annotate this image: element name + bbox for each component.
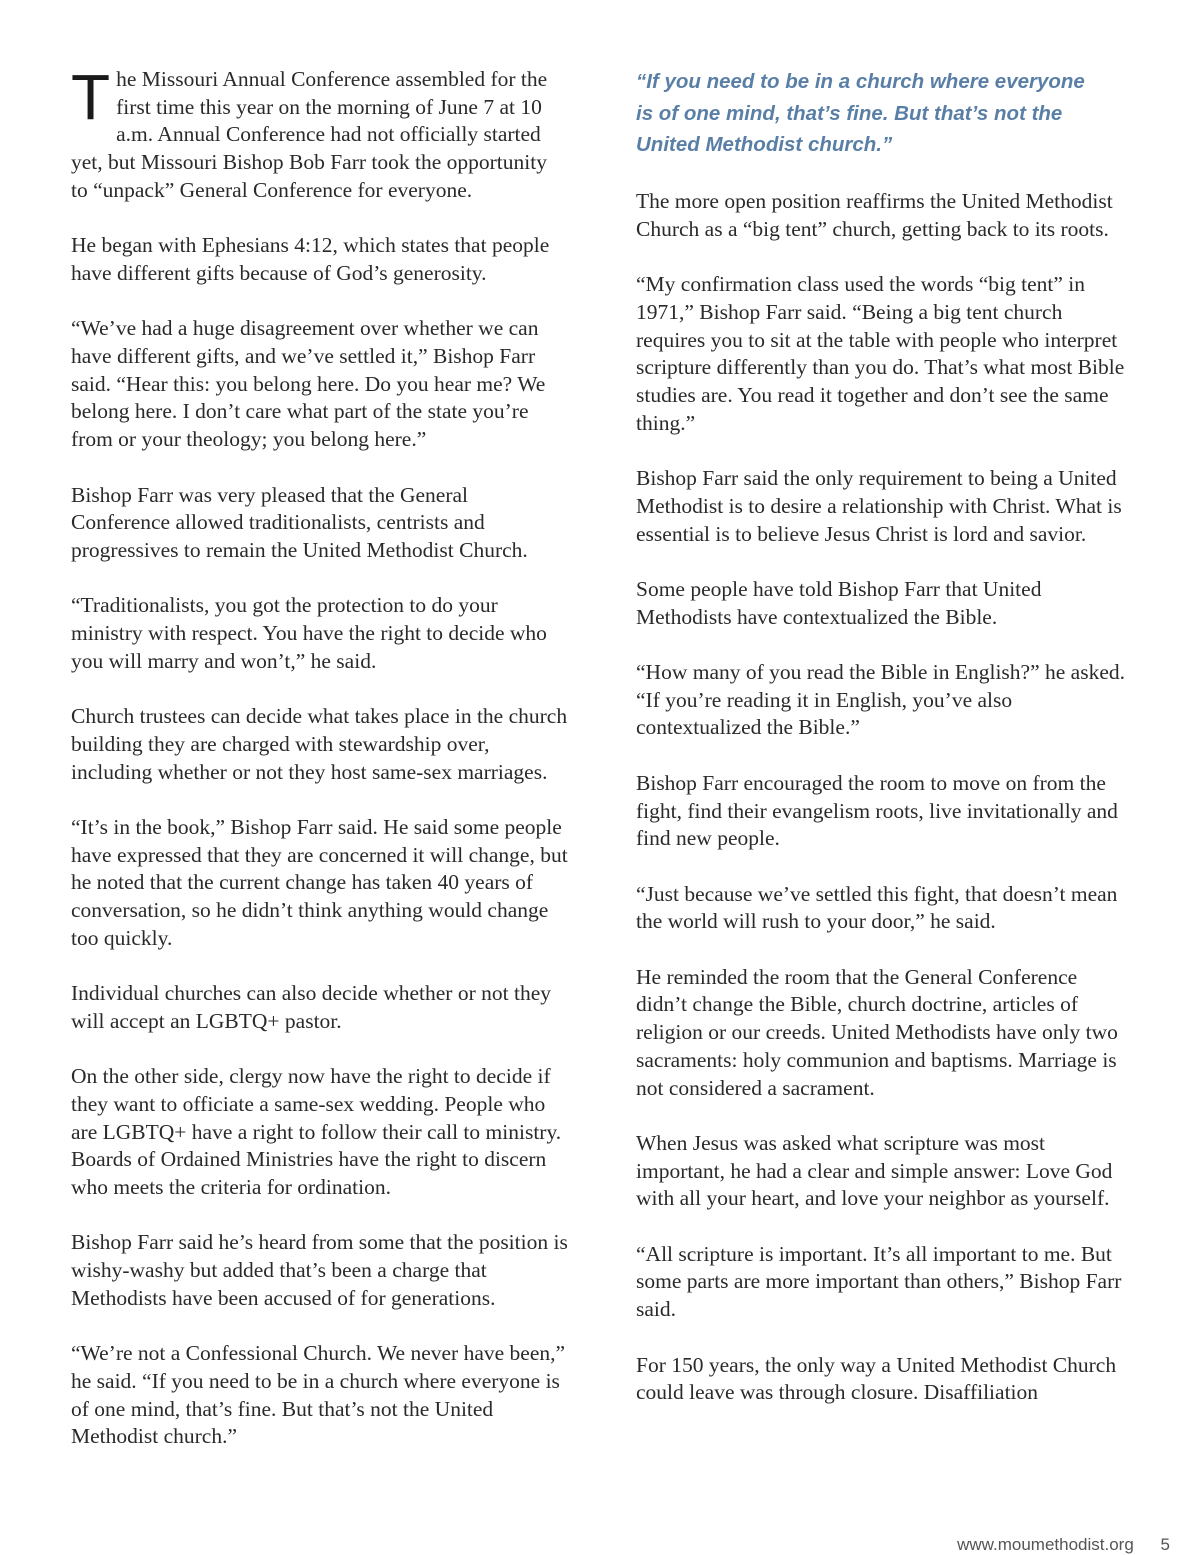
article-paragraph: Some people have told Bishop Farr that United Methodists have contextualized the Bible. [636,576,1042,629]
page-number: 5 [1160,1535,1170,1554]
article-paragraph: Bishop Farr encouraged the room to move on from the fight, find their evangelism roots, live invitationally and find new people. [636,770,1118,851]
article-paragraph: He reminded the room that the General Conference didn’t change the Bible, church doctrine, articles of religion or our creeds. United Methodists have only two sacraments: holy communion and baptisms. Marriage is not considered a sacrament. [636,964,1118,1100]
article-paragraph: “We’re not a Confessional Church. We never have been,” he said. “If you need to be in a church where everyone is of one mind, that’s fine. But that’s not the United Methodist church.” [71,1341,566,1449]
article-first-paragraph [71,61,569,205]
article-paragraph: “We’ve had a huge disagreement over whether we can have different gifts, and we’ve settled it,” Bishop Farr said. “Hear this: you belong here. Do you hear me? We belong here. I don’t care what part of the state you’re from or your theology; you belong here.” [71,316,546,452]
article-paragraph: For 150 years, the only way a United Methodist Church could leave was through closure. Disaffiliation [636,1352,1117,1405]
page-footer [957,1535,1170,1555]
article-paragraph: Bishop Farr said the only requirement to being a United Methodist is to desire a relationship with Christ. What is essential is to believe Jesus Christ is lord and savior. [636,466,1122,546]
drop-cap: T [71,61,111,133]
article-paragraph: “Just because we’ve settled this fight, that doesn’t mean the world will rush to your door,” he said. [636,881,1118,934]
article-paragraph: “It’s in the book,” Bishop Farr said. He said some people have expressed that they are concerned it will change, but he noted that the current change has taken 40 years of conversation, so he didn’t think anything would change too quickly. [71,814,568,950]
right-column [636,66,1128,1435]
article-paragraph: “My confirmation class used the words “big tent” in 1971,” Bishop Farr said. “Being a big tent church requires you to sit at the table with people who interpret scripture differently than you do. That’s what most Bible studies are. You read it together and don’t see the same thing.” [636,272,1125,435]
article-paragraph: Bishop Farr said he’s heard from some that the position is wishy-washy but added that’s been a charge that Methodists have been accused of for generations. [71,1230,568,1310]
article-paragraph: Individual churches can also decide whether or not they will accept an LGBTQ+ pastor. [71,981,551,1033]
article-paragraph: He began with Ephesians 4:12, which states that people have different gifts because of God’s generosity. [71,233,550,285]
article-paragraph: Bishop Farr was very pleased that the General Conference allowed traditionalists, centrists and progressives to remain the United Methodist Church. [71,482,528,562]
article-paragraph: “How many of you read the Bible in English?” he asked. “If you’re reading it in English, you’ve also contextualized the Bible.” [636,660,1125,740]
first-paragraph-text: he Missouri Annual Conference assembled for the first time this year on the morning of June 7 at 10 a.m. Annual Conference had not officially started yet, but Missouri Bishop Bob Farr took the opportunity to “unpack” General Conference for everyone. [71,67,548,202]
article-paragraph: When Jesus was asked what scripture was most important, he had a clear and simple answer: Love God with all your heart, and love your neighbor as yourself. [636,1130,1113,1211]
left-column [71,61,569,1479]
article-paragraph: The more open position reaffirms the United Methodist Church as a “big tent” church, getting back to its roots. [636,189,1113,241]
article-paragraph: “Traditionalists, you got the protection to do your ministry with respect. You have the right to decide who you will marry and won’t,” he said. [71,593,547,673]
article-paragraph: “All scripture is important. It’s all important to me. But some parts are more important than others,” Bishop Farr said. [636,1241,1122,1322]
pull-quote: “If you need to be in a church where everyone is of one mind, that’s fine. But that’s not the United Methodist church.” [636,70,1085,156]
article-paragraph: On the other side, clergy now have the right to decide if they want to officiate a same-sex wedding. People who are LGBTQ+ have a right to follow their call to ministry. Boards of Ordained Ministries have the right to discern who meets the criteria for ordination. [71,1064,562,1199]
article-paragraph: Church trustees can decide what takes place in the church building they are charged with stewardship over, including whether or not they host same-sex marriages. [71,704,568,784]
footer-url[interactable]: www.moumethodist.org [957,1535,1134,1554]
